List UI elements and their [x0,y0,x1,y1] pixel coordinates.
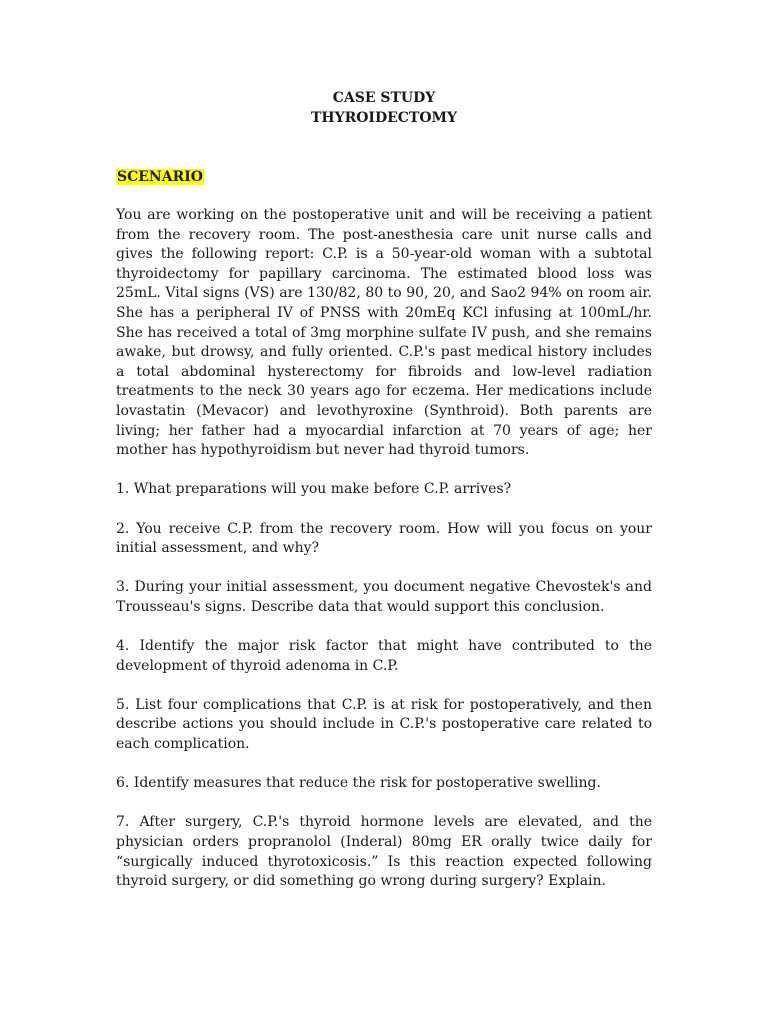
document-page [116,88,652,911]
question-4: 4. Identify the major risk factor that might have contributed to the development of thyroid adenoma in C.P. [116,638,652,674]
scenario-paragraph: You are working on the postoperative unit and will be receiving a patient from the recovery room. The post-anesthesia care unit nurse calls and gives the following report: C.P. is a 50-year-old woman with a subtotal thyroidectomy for papillary carcinoma. The estimated blood loss was 25mL. Vital signs (VS) are 130/82, 80 to 90, 20, and Sao2 94% on room air. She has a peripheral IV of PNSS with 20mEq KCl infusing at 100mL/hr. She has received a total of 3mg morphine sulfate IV push, and she remains awake, but drowsy, and fully oriented. C.P.'s past medical history includes a total abdominal hysterectomy for fibroids and low-level radiation treatments to the neck 30 years ago for eczema. Her medications include lovastatin (Mevacor) and levothyroxine (Synthroid). Both parents are living; her father had a myocardial infarction at 70 years of age; her mother has hypothyroidism but never had thyroid tumors. [116,207,652,459]
question-3: 3. During your initial assessment, you document negative Chevostek's and Trousseau's signs. Describe data that would support this conclusion. [116,579,652,615]
section-heading-scenario [116,167,652,187]
question-1: 1. What preparations will you make before C.P. arrives? [116,481,512,498]
highlighted-heading-text: SCENARIO [117,169,203,185]
question-7: 7. After surgery, C.P.'s thyroid hormone levels are elevated, and the physician orders propranolol (Inderal) 80mg ER orally twice daily for “surgically induced thyrotoxicosis.” Is this reaction expected following thyroid surgery, or did something go wrong during surgery? Explain. [116,814,652,890]
title-thyroidectomy: THYROIDECTOMY [310,110,458,126]
question-2: 2. You receive C.P. from the recovery room. How will you focus on your initial assessment, and why? [116,520,652,557]
question-5: 5. List four complications that C.P. is at risk for postoperatively, and then describe actions you should include in C.P.'s postoperative care related to each complication. [116,696,652,753]
question-6: 6. Identify measures that reduce the risk for postoperative swelling. [116,775,601,792]
title-case-study: CASE STUDY [332,90,436,106]
